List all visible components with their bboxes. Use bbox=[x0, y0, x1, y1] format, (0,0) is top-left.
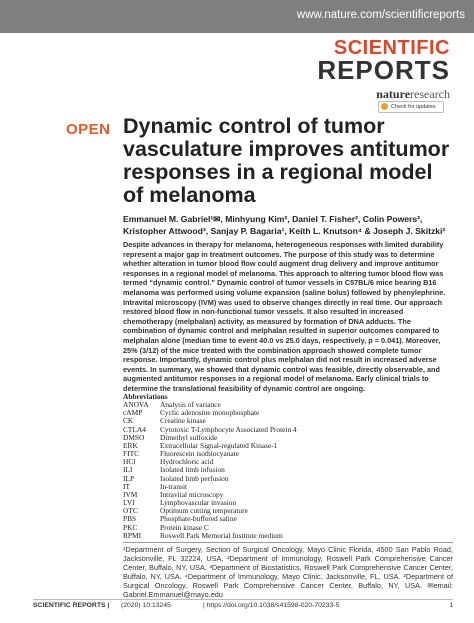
abbreviation-term: PKC bbox=[123, 522, 138, 532]
abbreviation-term: ILI bbox=[123, 465, 133, 475]
abbreviation-term: FITC bbox=[123, 449, 140, 459]
abbreviation-definition: Lymphovascular invasion bbox=[160, 498, 237, 508]
abbreviation-definition: In-transit bbox=[160, 481, 188, 491]
abbreviation-definition: Intravital microscopy bbox=[160, 489, 224, 499]
abbreviation-term: ERK bbox=[123, 440, 138, 450]
abbreviation-definition: Isolated limb perfusion bbox=[160, 473, 229, 483]
abbreviation-term: IT bbox=[123, 481, 130, 491]
abbreviation-definition: Cytotoxic T-Lymphocyte Associated Protein 4 bbox=[160, 424, 297, 434]
journal-url[interactable]: www.nature.com/scientificreports bbox=[296, 9, 465, 21]
publisher-logo: natureresearch bbox=[376, 87, 450, 101]
abbreviation-definition: Isolated limb infusion bbox=[160, 465, 225, 475]
abbreviation-term: CTLA4 bbox=[123, 424, 146, 434]
abbreviations-list bbox=[123, 393, 423, 540]
divider bbox=[123, 542, 453, 543]
abbreviation-definition: Analysis of variance bbox=[160, 400, 221, 410]
check-updates-label: Check for updates bbox=[391, 104, 436, 110]
abbreviation-term: ILP bbox=[123, 473, 135, 483]
check-updates-icon bbox=[381, 103, 388, 110]
abbreviation-definition: Optimum cutting temperature bbox=[160, 506, 248, 516]
abbreviation-term: ANOVA bbox=[123, 400, 149, 410]
abbreviation-row bbox=[123, 532, 423, 540]
abbreviation-term: OTC bbox=[123, 506, 138, 516]
abbreviation-definition: Roswell Park Memorial Institute medium bbox=[160, 530, 283, 540]
abbreviation-term: IVM bbox=[123, 489, 138, 499]
article-title: Dynamic control of tumor vasculature improves antitumor responses in a regional model of melanoma bbox=[123, 114, 450, 207]
footer-journal: SCIENTIFIC REPORTS | bbox=[33, 602, 110, 609]
abbreviation-term: PBS bbox=[123, 514, 137, 524]
abbreviation-definition: Creatine kinase bbox=[160, 416, 206, 426]
abbreviation-definition: Phosphate-buffered saline bbox=[160, 514, 237, 524]
page-number: 1 bbox=[449, 602, 453, 609]
footer-divider bbox=[33, 599, 453, 600]
abbreviation-term: RPMI bbox=[123, 530, 142, 540]
journal-brand bbox=[317, 38, 450, 102]
abbreviation-definition: Protein kinase C bbox=[160, 522, 209, 532]
check-for-updates-button[interactable] bbox=[378, 101, 444, 113]
abbreviation-definition: Extracellular Signal-regulated Kinase-1 bbox=[160, 440, 278, 450]
abbreviations-heading: Abbreviations bbox=[123, 392, 168, 401]
open-access-label: OPEN bbox=[66, 121, 111, 138]
abbreviation-term: CK bbox=[123, 416, 134, 426]
abbreviation-term: DMSO bbox=[123, 432, 145, 442]
abbreviation-term: HCl bbox=[123, 457, 136, 467]
abbreviation-definition: Cyclic adenosine monophosphate bbox=[160, 408, 260, 418]
abbreviation-term: cAMP bbox=[123, 408, 143, 418]
brand-line-1: SCIENTIFIC bbox=[333, 37, 450, 59]
author-list: Emmanuel M. Gabriel¹✉, Minhyung Kim², Daniel T. Fisher², Colin Powers², Kristopher Attwood³, Sanjay P. Bagaria¹, Keith L. Knutson⁴ & Joseph J. Skitzki² bbox=[123, 214, 446, 236]
footer-doi-link[interactable]: | https://doi.org/10.1038/s41598-020-70233-5 bbox=[203, 602, 340, 609]
abbreviation-definition: Dimethyl sulfoxide bbox=[160, 432, 218, 442]
top-bar bbox=[0, 0, 474, 33]
abstract: Despite advances in therapy for melanoma, heterogeneous responses with limited durability represent a major gap in treatment outcomes. The purpose of this study was to determine whether alteration in tumor blood flow could augment drug delivery and improve antitumor responses in a regional model of melanoma. This approach to altering tumor blood flow was termed “dynamic control.” Dynamic control of tumor vessels in C57BL/6 mice bearing B16 melanoma was performed using volume expansion (saline bolus) followed by phenylephrine. Intravital microscopy (IVM) was used to observe changes directly in real time. Our approach restored blood flow in non-functional tumor vessels. It also resulted in increased chemotherapy (melphalan) activity, as measured by formation of DNA adducts. The combination of dynamic control and melphalan resulted in superior outcomes compared to melphalan alone (median time to event 40.0 vs 25.0 days, respectively, p = 0.041). Moreover, 25% (3/12) of the mice treated with the combination approach showed complete tumor response. Importantly, dynamic control plus melphalan did not result in increased adverse events. In summary, we showed that dynamic control was feasible, directly observable, and augmented antitumor responses in a regional model of melanoma. Early clinical trials to determine the translational feasibility of dynamic control are ongoing. bbox=[123, 240, 446, 393]
abbreviation-definition: Hydrochloric acid bbox=[160, 457, 214, 467]
abbreviation-term: LVI bbox=[123, 498, 135, 508]
footer-citation: (2020) 10:13245 bbox=[121, 602, 171, 609]
affiliations: ¹Department of Surgery, Section of Surgical Oncology, Mayo Clinic Florida, 4500 San Pablo Road, Jacksonville, FL 32224, USA. ²Department of Immunology, Roswell Park Comprehensive Cancer Center, Buffalo, NY, USA. ³Department of Biostatistics, Roswell Park Comprehensive Cancer Center, Buffalo, NY, USA. ⁴Department of Immunology, Mayo Clinic, Jacksonville, FL, USA. ²Department of Surgical Oncology, Roswell Park Comprehensive Cancer Center, Buffalo, NY, USA. ✉email: Gabriel.Emmanuel@mayo.edu bbox=[123, 545, 453, 599]
abbreviation-definition: Fluorescein isothiocyanate bbox=[160, 449, 240, 459]
brand-line-2: REPORTS bbox=[317, 55, 450, 85]
